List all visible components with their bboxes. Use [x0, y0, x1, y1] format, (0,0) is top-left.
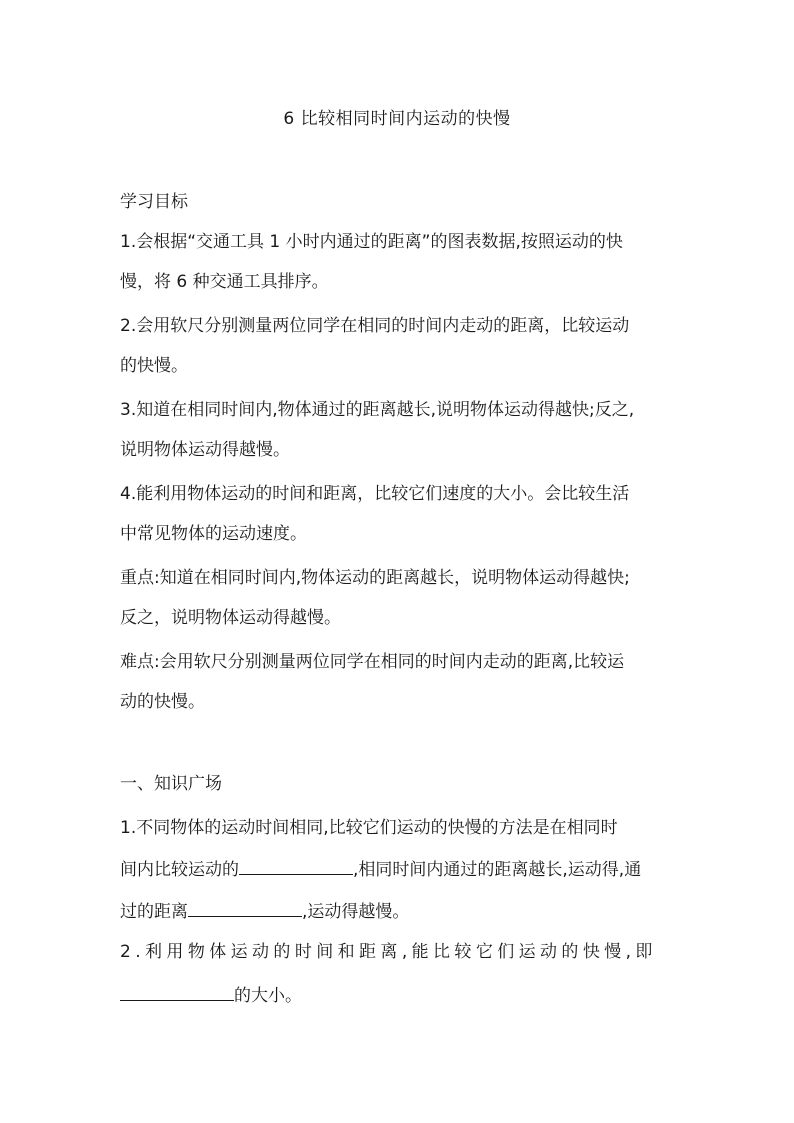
- question-1-line-3: [120, 898, 409, 924]
- goal-3-line-1: 3.知道在相同时间内,物体通过的距离越长,说明物体运动得越快;反之,: [120, 400, 635, 420]
- question-2-line-1: [120, 940, 676, 964]
- difficult-point-line-1: 难点:会用软尺分别测量两位同学在相同的时间内走动的距离,比较运: [120, 652, 625, 672]
- question-1-line-3-text-b: ,运动得越慢。: [302, 902, 410, 922]
- question-2-line-2-text: 的大小。: [234, 986, 302, 1006]
- question-1-line-2-text-a: 间内比较运动的: [120, 860, 239, 880]
- answer-blank-1[interactable]: [239, 856, 353, 875]
- key-point-line-2: 反之，说明物体运动得越慢。: [120, 608, 341, 628]
- goals-heading: 学习目标: [120, 192, 188, 212]
- goal-4-line-2: 中常见物体的运动速度。: [120, 524, 307, 544]
- difficult-point-line-2: 动的快慢。: [120, 692, 205, 712]
- question-1-line-1: 1.不同物体的运动时间相同,比较它们运动的快慢的方法是在相同时: [120, 818, 618, 838]
- goal-1-line-1: 1.会根据“交通工具 1 小时内通过的距离”的图表数据,按照运动的快: [120, 232, 623, 252]
- section-1-heading: 一、知识广场: [120, 774, 222, 794]
- goal-3-line-2: 说明物体运动得越慢。: [120, 440, 290, 460]
- page-title: 6 比较相同时间内运动的快慢: [283, 109, 511, 129]
- key-point-line-1: 重点:知道在相同时间内,物体运动的距离越长，说明物体运动得越快;: [120, 568, 630, 588]
- question-1-line-2-text-b: ,相同时间内通过的距离越长,运动得,通: [353, 860, 642, 880]
- question-1-line-3-text-a: 过的距离: [120, 902, 188, 922]
- goal-4-line-1: 4.能利用物体运动的时间和距离，比较它们速度的大小。会比较生活: [120, 484, 630, 504]
- answer-blank-3[interactable]: [120, 982, 234, 1001]
- question-2-line-1-text: 2.利用物体运动的时间和距离,能比较它们运动的快慢,即: [120, 942, 657, 962]
- goal-1-line-2: 慢，将 6 种交通工具排序。: [120, 272, 329, 292]
- answer-blank-2[interactable]: [188, 898, 302, 917]
- question-2-line-2: [120, 982, 302, 1008]
- goal-2-line-1: 2.会用软尺分别测量两位同学在相同的时间内走动的距离，比较运动: [120, 316, 630, 336]
- goal-2-line-2: 的快慢。: [120, 356, 188, 376]
- question-1-line-2: [120, 856, 641, 882]
